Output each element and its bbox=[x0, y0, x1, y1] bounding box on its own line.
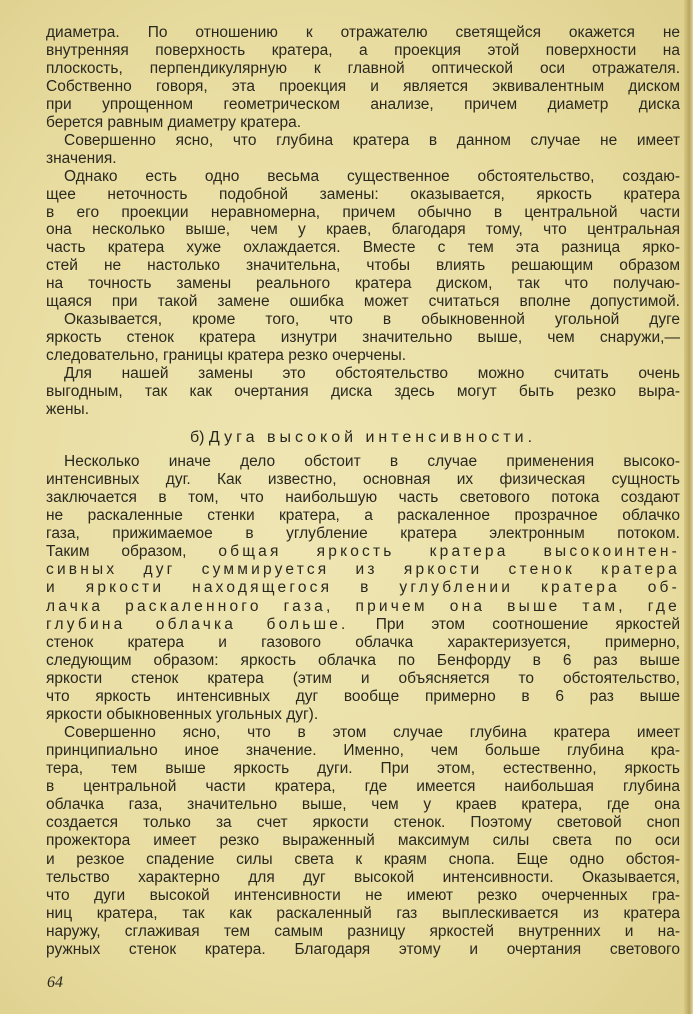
text-line bbox=[46, 525, 680, 543]
spaced-emphasis-text: сивных дуг суммируется из яркости стенок кратера bbox=[46, 561, 680, 579]
text-line bbox=[46, 42, 680, 60]
line-text: стей не настолько значительна, чтобы влиять решающим образом bbox=[46, 257, 680, 275]
text-line bbox=[46, 851, 680, 869]
line-text: она несколько выше, чем у краев, благодаря тому, что центральная bbox=[46, 221, 680, 239]
line-text: ружных стенок кратера. Благодаря этому и очертания светового bbox=[46, 940, 680, 958]
line-text: Для нашей замены это обстоятельство можно считать очень bbox=[64, 365, 680, 383]
text-line bbox=[46, 742, 680, 760]
spaced-emphasis-text: общая яркость кратера высокоинтен- bbox=[218, 543, 680, 561]
text-line bbox=[64, 168, 680, 186]
line-text: Таким образом, bbox=[46, 543, 219, 561]
line-text: прожектора имеет резко выраженный максимум силы света по оси bbox=[46, 832, 680, 850]
line-text: выгодным, так как очертания диска здесь могут быть резко выра- bbox=[46, 383, 680, 400]
text-line bbox=[46, 561, 680, 579]
spaced-emphasis-text: лачка раскаленного газа, причем она выше там, где bbox=[46, 597, 680, 615]
line-text: Собственно говоря, эта проекция и является эквивалентным диском bbox=[46, 77, 680, 95]
text-line bbox=[46, 507, 680, 525]
page-number: 64 bbox=[47, 974, 63, 991]
line-text: не раскаленные стенки кратера, а раскаленное прозрачное облачко bbox=[46, 507, 680, 525]
line-text: значения. bbox=[46, 149, 117, 167]
line-text: Совершенно ясно, что глубина кратера в данном случае не имеет bbox=[64, 131, 680, 149]
text-line bbox=[46, 239, 680, 257]
text-line bbox=[64, 365, 680, 383]
text-line bbox=[64, 453, 680, 471]
line-text: Несколько иначе дело обстоит в случае применения высоко- bbox=[64, 453, 680, 470]
text-line bbox=[46, 543, 680, 561]
text-line bbox=[46, 347, 680, 365]
text-line bbox=[46, 887, 680, 905]
line-text: принципиально иное значение. Именно, чем больше глубина кра- bbox=[46, 742, 680, 760]
page-fold-edge bbox=[684, 0, 693, 1014]
line-text: яркости обыкновенных угольных дуг). bbox=[46, 705, 319, 723]
text-line bbox=[46, 186, 680, 204]
text-line bbox=[46, 114, 680, 132]
text-line bbox=[46, 778, 680, 796]
section-heading-text: Дуга высокой интенсивности. bbox=[208, 429, 537, 446]
line-text: щаяся при такой замене ошибка может считаться вполне допустимой. bbox=[46, 293, 680, 311]
line-text: наружу, сглаживая тем самым разницу яркостей внутренних и на- bbox=[46, 922, 680, 940]
text-line bbox=[46, 832, 680, 850]
line-text: создается только за счет яркости стенок. Поэтому световой сноп bbox=[46, 814, 680, 832]
line-text: интенсивных дуг. Как известно, основная их физическая сущность bbox=[46, 471, 680, 489]
text-line bbox=[46, 796, 680, 814]
line-text: в центральной части кратера, где имеется наибольшая глубина bbox=[46, 778, 680, 796]
text-line bbox=[46, 814, 680, 832]
text-line bbox=[46, 670, 680, 688]
text-line bbox=[46, 78, 680, 96]
text-line bbox=[64, 311, 680, 329]
line-text: жены. bbox=[46, 400, 89, 418]
text-line bbox=[46, 24, 680, 42]
text-line bbox=[64, 724, 680, 742]
line-text: внутренняя поверхность кратера, а проекция этой поверхности на bbox=[46, 41, 680, 59]
line-text: газа, прижимаемое в углубление кратера электронным потоком. bbox=[46, 525, 680, 543]
line-text: Оказывается, кроме того, что в обыкновенной угольной дуге bbox=[64, 311, 680, 329]
line-text: следовательно, границы кратера резко очерчены. bbox=[46, 347, 407, 365]
line-text: диаметра. По отношению к отражателю светящейся окажется не bbox=[46, 24, 680, 41]
text-line bbox=[46, 598, 680, 616]
line-text: Однако есть одно весьма существенное обстоятельство, создаю- bbox=[64, 167, 680, 185]
text-line bbox=[46, 60, 680, 78]
line-text: и резкое спадение силы света к краям снопа. Еще одно обстоя- bbox=[46, 850, 680, 868]
text-line bbox=[64, 132, 680, 150]
text-line bbox=[46, 96, 680, 114]
line-text: следующим образом: яркость облачка по Бенфорду в 6 раз выше bbox=[46, 651, 680, 669]
text-line bbox=[46, 706, 680, 724]
line-text: При этом соотношение яркостей bbox=[348, 615, 680, 633]
text-line bbox=[46, 923, 680, 941]
text-line bbox=[46, 257, 680, 275]
section-heading bbox=[46, 429, 680, 447]
text-line bbox=[46, 293, 680, 311]
line-text: плоскость, перпендикулярную к главной оптической оси отражателя. bbox=[46, 59, 680, 77]
text-line bbox=[46, 652, 680, 670]
text-line bbox=[46, 941, 680, 959]
line-text: что дуги высокой интенсивности не имеют резко очерченных гра- bbox=[46, 886, 680, 904]
line-text: часть кратера хуже охлаждается. Вместе с тем эта разница ярко- bbox=[46, 239, 680, 257]
line-text: при упрощенном геометрическом анализе, причем диаметр диска bbox=[46, 95, 680, 113]
text-line bbox=[46, 329, 680, 347]
line-text: яркости стенок кратера (этим и объясняется то обстоятельство, bbox=[46, 669, 680, 687]
line-text: тера, тем выше яркость дуги. При этом, естественно, яркость bbox=[46, 760, 680, 778]
line-text: берется равным диаметру кратера. bbox=[46, 113, 302, 131]
text-line bbox=[46, 869, 680, 887]
text-line bbox=[46, 688, 680, 706]
text-line bbox=[46, 401, 680, 419]
line-text: тельство характерно для дуг высокой интенсивности. Оказывается, bbox=[46, 868, 680, 886]
text-line bbox=[46, 221, 680, 239]
text-line bbox=[46, 383, 680, 401]
line-text: облачка газа, значительно выше, чем у краев кратера, где она bbox=[46, 796, 680, 814]
spaced-emphasis-text: и яркости находящегося в углублении кратера об- bbox=[46, 579, 680, 597]
line-text: яркость стенок кратера изнутри значительно выше, чем снаружи,— bbox=[46, 329, 680, 347]
line-text: что яркость интенсивных дуг вообще примерно в 6 раз выше bbox=[46, 687, 680, 705]
text-line bbox=[46, 150, 680, 168]
text-line bbox=[46, 204, 680, 222]
line-text: ниц кратера, так как раскаленный газ выплескивается из кратера bbox=[46, 904, 680, 922]
line-text: щее неточность подобной замены: оказывается, яркость кратера bbox=[46, 185, 680, 203]
text-line bbox=[46, 634, 680, 652]
text-line bbox=[46, 275, 680, 293]
line-text: заключается в том, что наибольшую часть светового потока создают bbox=[46, 489, 680, 507]
line-text: на точность замены реального кратера диском, так что получаю- bbox=[46, 275, 680, 293]
spaced-emphasis-text: глубина облачка больше. bbox=[46, 615, 349, 633]
text-line bbox=[46, 616, 680, 634]
line-text: стенок кратера и газового облачка характеризуется, примерно, bbox=[46, 633, 680, 651]
section-heading-number: б) bbox=[189, 429, 209, 446]
text-line bbox=[46, 471, 680, 489]
line-text: Совершенно ясно, что в этом случае глубина кратера имеет bbox=[64, 724, 680, 742]
text-line bbox=[46, 760, 680, 778]
text-line bbox=[46, 905, 680, 923]
text-line bbox=[46, 489, 680, 507]
text-line bbox=[46, 579, 680, 597]
line-text: в его проекции неравномерна, причем обычно в центральной части bbox=[46, 203, 680, 221]
